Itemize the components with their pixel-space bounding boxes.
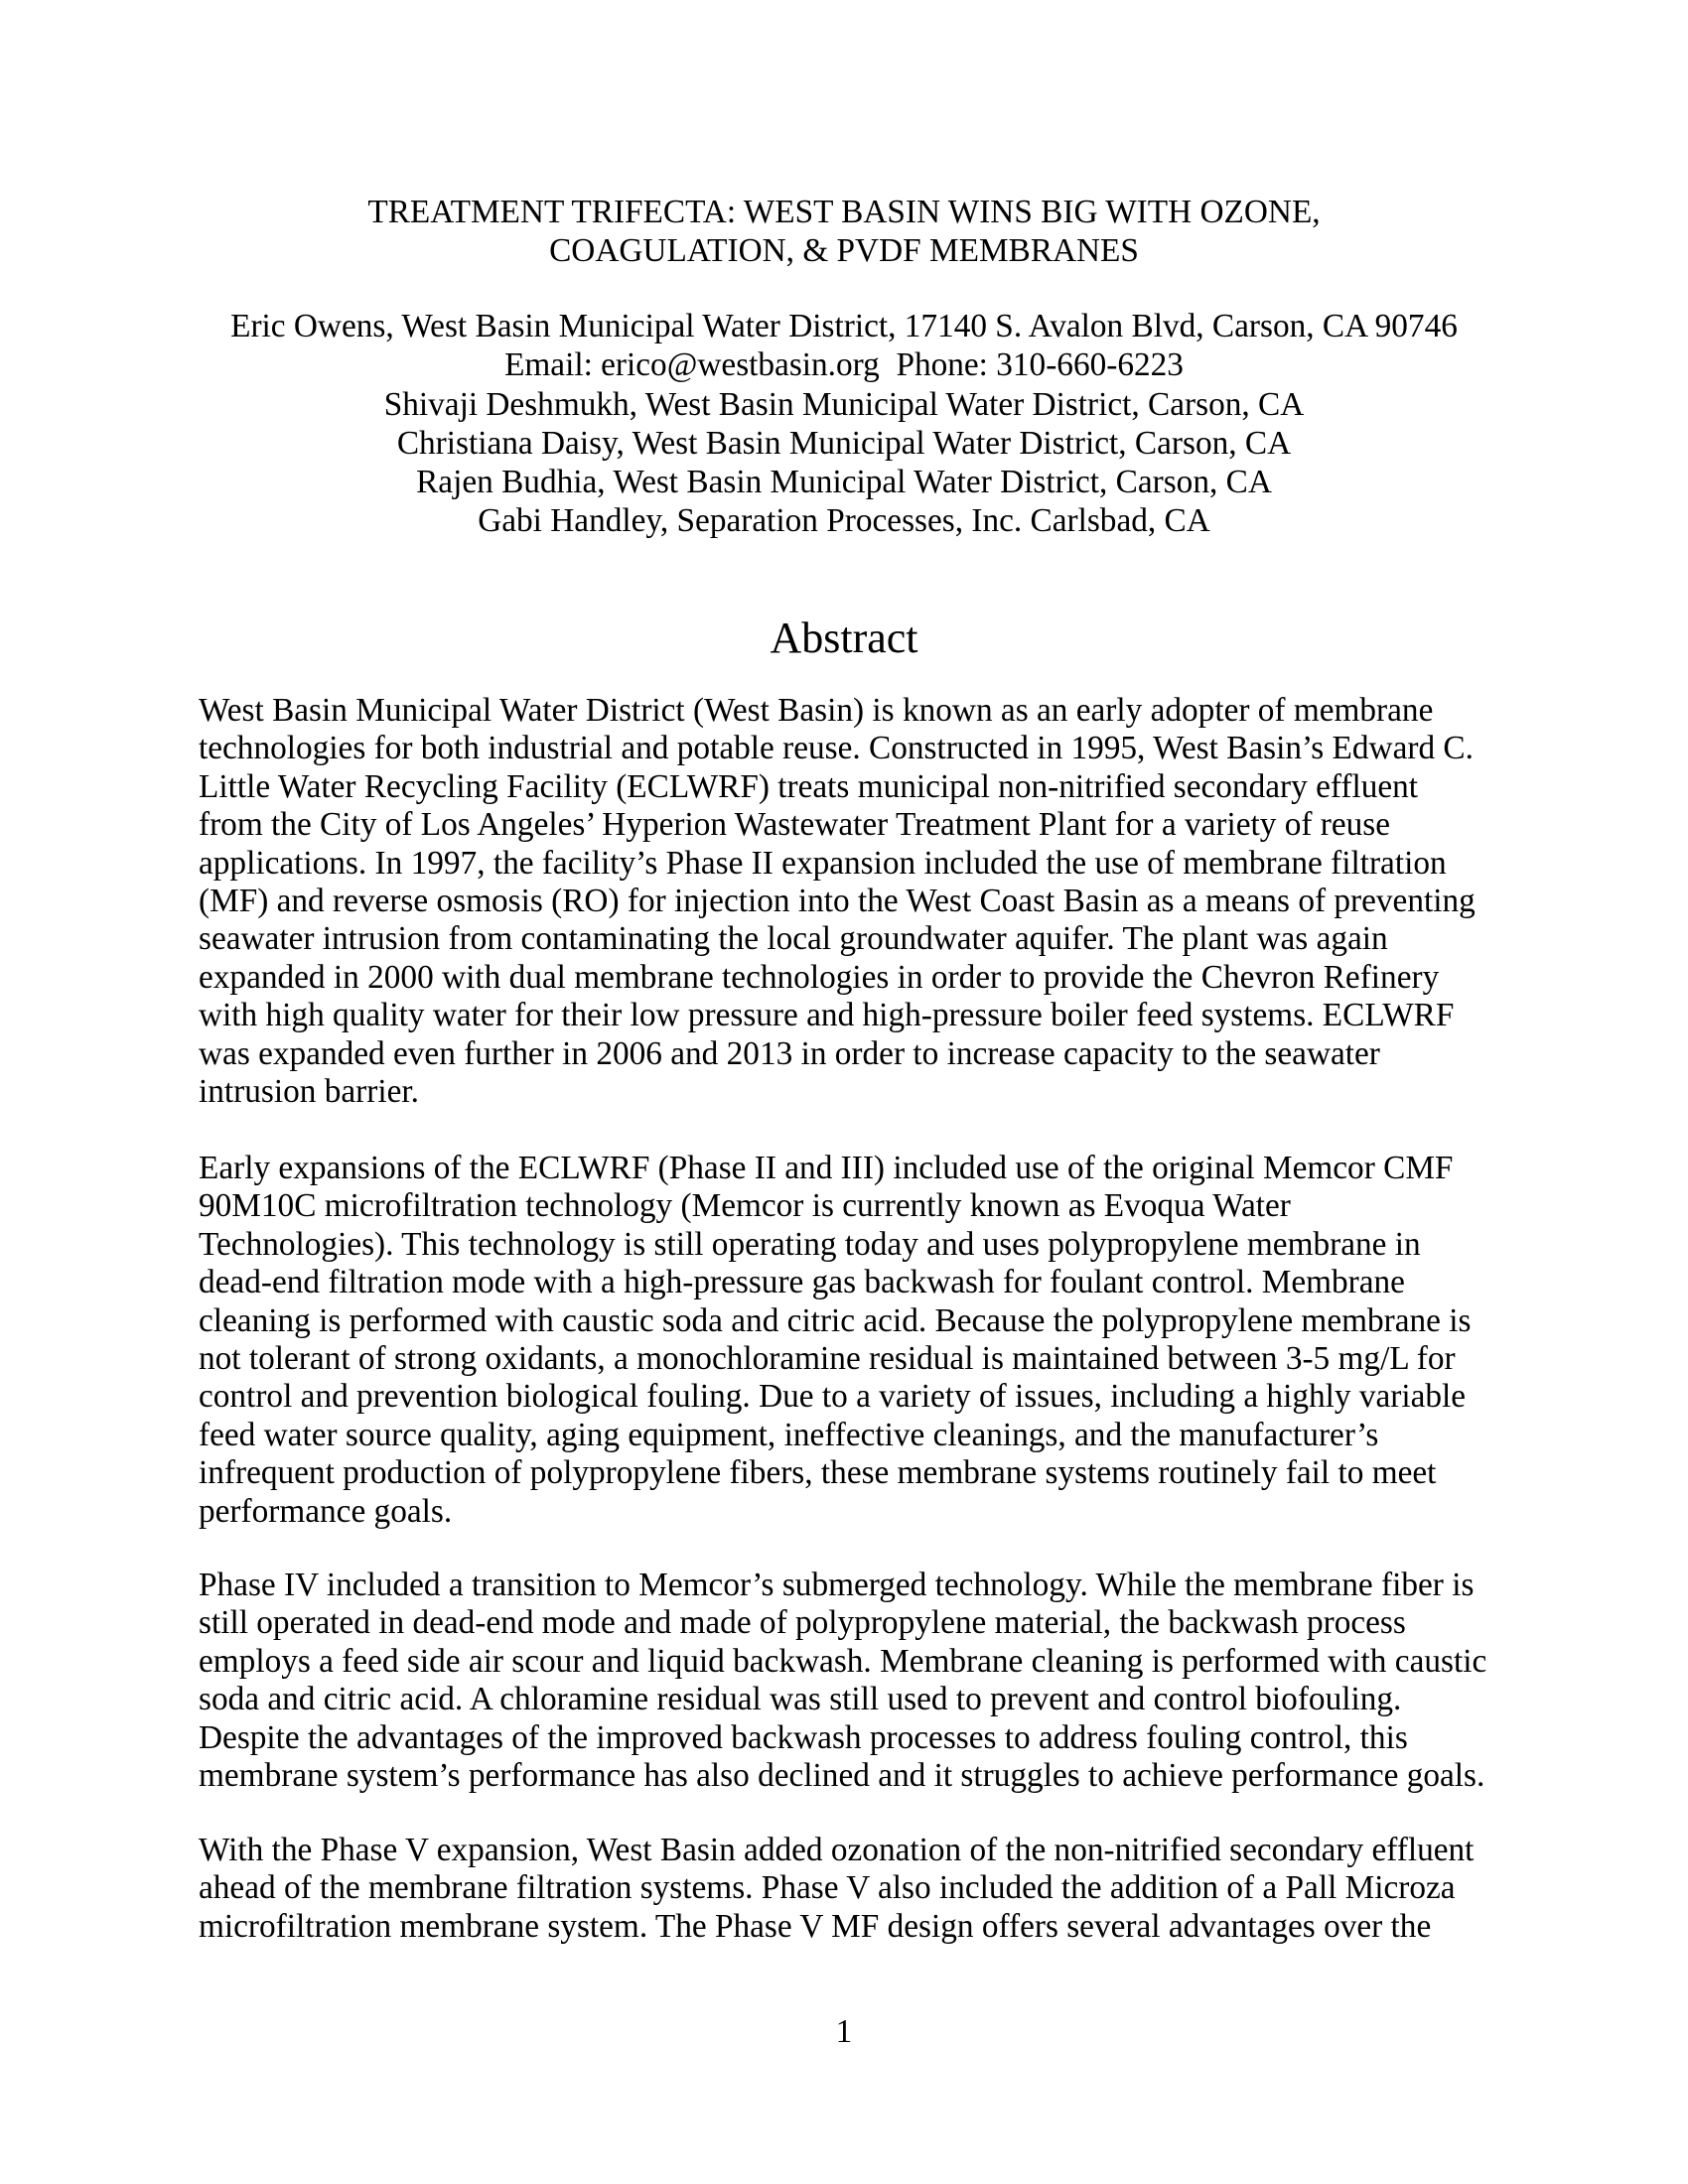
text-line: seawater intrusion from contaminating the local groundwater aquifer. The plant was again (199, 920, 1388, 958)
paper-title (0, 194, 1688, 270)
text-line: cleaning is performed with caustic soda and citric acid. Because the polypropylene membrane is (199, 1301, 1472, 1339)
text-line: Phase IV included a transition to Memcor’s submerged technology. While the membrane fiber is (199, 1567, 1475, 1603)
text-line: Shivaji Deshmukh, West Basin Municipal Water District, Carson, CA (383, 385, 1305, 423)
text-line: West Basin Municipal Water District (West Basin) is known as an early adopter of membrane (199, 692, 1434, 729)
abstract-paragraph-4 (199, 1832, 1509, 1946)
text-line: dead-end filtration mode with a high-pressure gas backwash for foulant control. Membrane (199, 1264, 1405, 1301)
text-line: not tolerant of strong oxidants, a monochloramine residual is maintained between 3-5 mg/L for (199, 1340, 1456, 1378)
text-line: Eric Owens, West Basin Municipal Water District, 17140 S. Avalon Blvd, Carson, CA 90746 (230, 308, 1458, 344)
text-line: Technologies). This technology is still operating today and uses polypropylene membrane in (199, 1225, 1421, 1263)
text-line: ahead of the membrane filtration systems. Phase V also included the addition of a Pall Microza (199, 1869, 1456, 1907)
text-line: Despite the advantages of the improved backwash processes to address fouling control, this (199, 1718, 1408, 1756)
text-line: technologies for both industrial and potable reuse. Constructed in 1995, West Basin’s Edward C. (199, 730, 1474, 767)
text-line: expanded in 2000 with dual membrane technologies in order to provide the Chevron Refinery (199, 958, 1440, 996)
text-line: 90M10C microfiltration technology (Memcor is currently known as Evoqua Water (199, 1187, 1291, 1225)
text-line: employs a feed side air scour and liquid backwash. Membrane cleaning is performed with caustic (199, 1642, 1487, 1680)
text-line: (MF) and reverse osmosis (RO) for injection into the West Coast Basin as a means of preventing (199, 883, 1476, 920)
text-line: Email: erico@westbasin.org Phone: 310-660-6223 (504, 346, 1184, 384)
text-line: feed water source quality, aging equipment, ineffective cleanings, and the manufacturer’s (199, 1416, 1379, 1453)
abstract-paragraph-2 (199, 1150, 1509, 1531)
abstract-paragraph-1 (199, 692, 1509, 1111)
text-line: TREATMENT TRIFECTA: WEST BASIN WINS BIG WITH OZONE, (367, 194, 1321, 230)
text-line: COAGULATION, & PVDF MEMBRANES (549, 231, 1139, 269)
text-line: applications. In 1997, the facility’s Phase II expansion included the use of membrane filtration (199, 844, 1447, 882)
abstract-paragraph-3 (199, 1567, 1509, 1795)
text-line: control and prevention biological fouling. Due to a variety of issues, including a highly variable (199, 1378, 1467, 1416)
text-line: Little Water Recycling Facility (ECLWRF) treats municipal non-nitrified secondary effluent (199, 767, 1419, 805)
text-line: from the City of Los Angeles’ Hyperion Wastewater Treatment Plant for a variety of reuse (199, 806, 1391, 844)
abstract-heading: Abstract (770, 614, 918, 662)
text-line: Early expansions of the ECLWRF (Phase II and III) included use of the original Memcor CMF (199, 1150, 1454, 1186)
text-line: intrusion barrier. (199, 1073, 419, 1111)
page-number: 1 (835, 2013, 853, 2050)
authors-block (0, 307, 1688, 541)
text-line: with high quality water for their low pressure and high-pressure boiler feed systems. ECLWRF (199, 997, 1455, 1034)
text-line: microfiltration membrane system. The Phase V MF design offers several advantages over the (199, 1907, 1432, 1945)
text-line: infrequent production of polypropylene fibers, these membrane systems routinely fail to meet (199, 1454, 1437, 1492)
text-line: Christiana Daisy, West Basin Municipal Water District, Carson, CA (396, 424, 1292, 462)
text-line: performance goals. (199, 1492, 453, 1530)
text-line: With the Phase V expansion, West Basin added ozonation of the non-nitrified secondary effluent (199, 1832, 1475, 1868)
text-line: soda and citric acid. A chloramine residual was still used to prevent and control biofouling. (199, 1681, 1402, 1718)
text-line: membrane system’s performance has also declined and it struggles to achieve performance goals. (199, 1757, 1485, 1795)
text-line: Rajen Budhia, West Basin Municipal Water District, Carson, CA (416, 464, 1272, 501)
text-line: Gabi Handley, Separation Processes, Inc. Carlsbad, CA (478, 502, 1210, 540)
text-line: was expanded even further in 2006 and 2013 in order to increase capacity to the seawater (199, 1034, 1380, 1072)
text-line: still operated in dead-end mode and made of polypropylene material, the backwash process (199, 1604, 1406, 1642)
